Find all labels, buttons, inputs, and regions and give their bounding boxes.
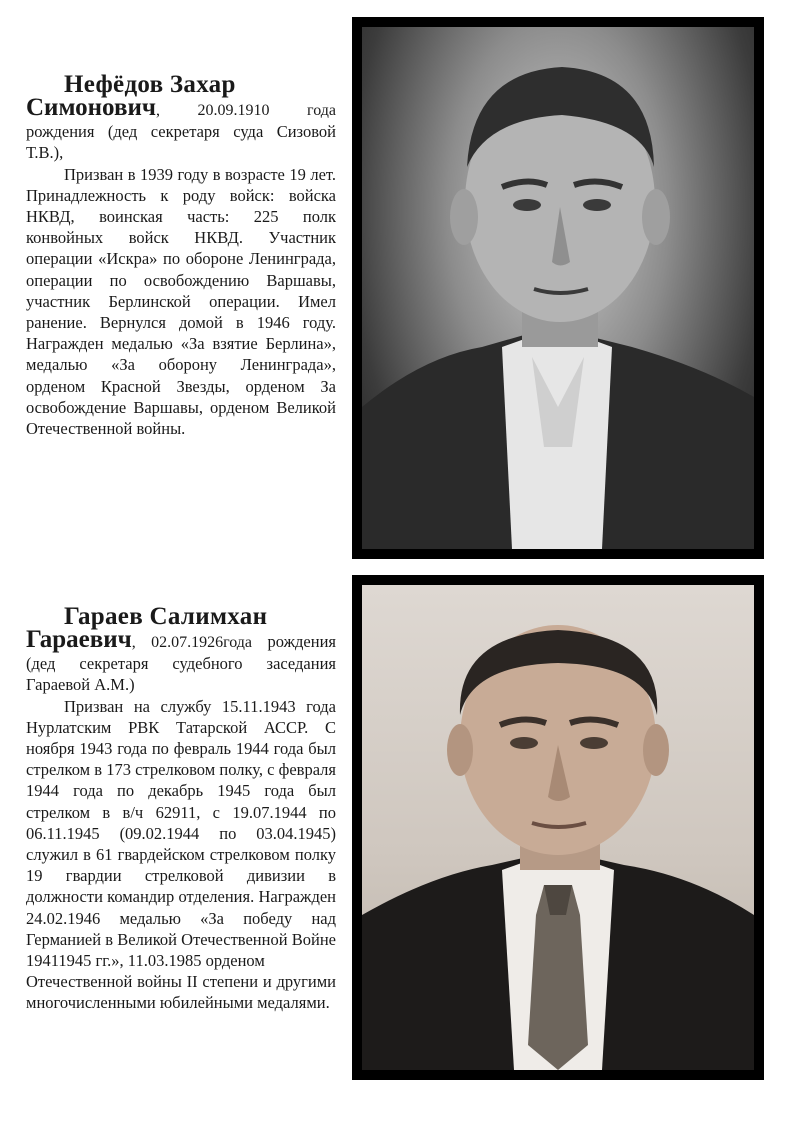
person1-text-block: [26, 72, 336, 439]
person2-birth: , 02.07.1926года: [131, 634, 253, 651]
person1-name-line2: Симонович: [26, 94, 156, 121]
person1-photo-frame: [352, 17, 764, 559]
person2-name-line1: Гараев Салимхан: [64, 603, 268, 630]
person2-bio-end: Отечественной войны II степени и другими многочисленными юбилейными медалями.: [26, 972, 336, 1013]
person1-portrait-photo: [362, 27, 754, 549]
person2-portrait-photo: [362, 585, 754, 1070]
person2-intro: рождения (дед секретаря судебного заседания Гараевой А.М.): [26, 632, 336, 695]
person2-photo-frame: [352, 575, 764, 1080]
person2-name-line2: Гараевич: [26, 626, 132, 653]
person1-name-line1: Нефёдов Захар: [64, 71, 236, 98]
person1-birth: , 20.09.1910 года: [155, 102, 336, 119]
person2-bio: Призван на службу 15.11.1943 года Нурлатским РВК Татарской АССР. С ноября 1943 года по февраль 1944 года был стрелком в 173 стрелковом полку, с февраля 1944 года по декабрь 1945 года был стрелком в в/ч 62911, с 19.07.1944 по 06.11.1945 (09.02.1944 по 03.04.1945) служил в 61 гвардейском стрелковом полку 19 гвардии стрелковой дивизии в должности командир отделения. Награжден 24.02.1946 медалью «За победу над Германией в Великой Отечественной Войне 19411945 гг.», 11.03.1985 орденом: [26, 696, 336, 971]
person1-bio: Призван в 1939 году в возрасте 19 лет. Принадлежность к роду войск: войска НКВД, воинская часть: 225 полк конвойных войск НКВД. Участник операции «Искра» по обороне Ленинграда, операции по освобождению Варшавы, участник Берлинской операции. Имел ранение. Вернулся домой в 1946 году. Награжден медалью «За взятие Берлина», медалью «За оборону Ленинграда», орденом Красной Звезды, орденом За освобождение Варшавы, орденом Великой Отечественной войны.: [26, 164, 336, 439]
person2-text-block: [26, 604, 336, 1014]
person1-intro: рождения (дед секретаря суда Сизовой Т.В.),: [26, 122, 336, 163]
